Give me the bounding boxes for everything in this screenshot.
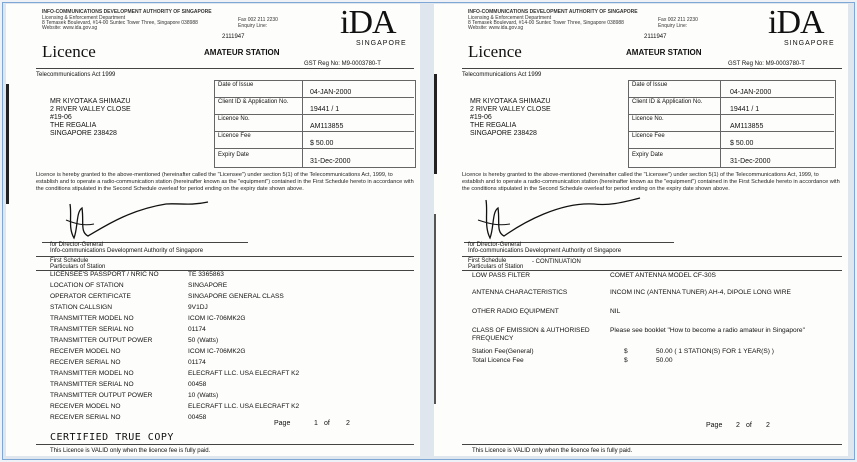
authority-name: INFO-COMMUNICATIONS DEVELOPMENT AUTHORITY OF SINGAPORE [42, 9, 212, 15]
row-label: OPERATOR CERTIFICATE [50, 293, 131, 300]
authority-website: Website: www.ida.gov.sg [468, 25, 524, 31]
row-label: STATION CALLSIGN [50, 304, 113, 311]
row-label: RECEIVER MODEL NO [50, 403, 121, 410]
signatory: for Director-General [50, 242, 104, 248]
detail-label: Licence No. [632, 116, 664, 122]
row-label: TRANSMITTER OUTPUT POWER [50, 392, 153, 399]
station-fee-value: 50.00 ( 1 STATION(S) FOR 1 YEAR(S) ) [656, 348, 774, 355]
ida-logo: iDA [768, 4, 824, 41]
address-line: 2 RIVER VALLEY CLOSE [50, 106, 131, 113]
station-fee-label: Station Fee(General) [472, 348, 534, 355]
gst-reg-no: GST Reg No: M9-0003780-T [728, 61, 805, 67]
row-label: TRANSMITTER SERIAL NO [50, 381, 134, 388]
certified-stamp: CERTIFIED TRUE COPY [50, 432, 174, 443]
licence-page-2: INFO-COMMUNICATIONS DEVELOPMENT AUTHORITY OF SINGAPORE Licensing & Enforcement Department 8 Temasek Boulevard, #14-00 Suntec Tower Three, Singapore 038988 Website: www.ida.gov.sg Fax 002 211 2230 Enquiry Line: 2111947 iDA SINGAPORE Licence AMATEUR STATION GST Reg No: M9-0003780-T Telecommunications Act 1999 MR KIYOTAKA SHIMAZU 2 RIVER VALLEY CLOSE #19-06 THE REGALIA SINGAPORE 238428 Date of Issue 04-JAN-2000 Client ID & Application No. 19441 / 1 Licence No. AM113855 Licence Fee $ 50.00 Expiry Date 31-Dec-2000 Licence is hereby granted to the above-mentioned (hereinafter called the "Licensee") under section 5(1) of the Telecommunications Act, 1999, to establish and to operate a radio-communication station (hereinafter known as the "equipment") contained in the First Schedule hereto in accordance with the conditions stipulated in the Second Schedule overleaf for period ending on the expiry date shown above. for Director-General Info-communications Development Authority of Singapore First Schedule - CONTINUATION Particulars of Station LOW PASS FILTER COMET ANTENNA MODEL CF-30S ANTENNA CHARACTERISTICS INCOM INC (ANTENNA TUNER) AH-4, DIPOLE LONG WIRE OTHER RADIO EQUIPMENT NIL CLASS OF EMISSION & AUTHORISED Please see booklet "How to become a radio amateur in Singapore" FREQUENCY Station Fee(General) $ 50.00 ( 1 STATION(S) FOR 1 YEAR(S) ) Total Licence Fee $ 50.00 Page 2 of 2 This Licence is VALID only when the licence fee is fully paid. [434, 4, 848, 456]
row-label: LOW PASS FILTER [472, 272, 531, 279]
detail-label: Client ID & Application No. [632, 99, 703, 105]
fax-number: Fax 002 211 2230 [238, 17, 278, 23]
detail-label: Licence No. [218, 116, 250, 122]
row-label: OTHER RADIO EQUIPMENT [472, 308, 559, 315]
licence-type: AMATEUR STATION [626, 48, 702, 57]
authority-name: INFO-COMMUNICATIONS DEVELOPMENT AUTHORITY OF SINGAPORE [468, 9, 638, 15]
licence-number: AM113855 [730, 123, 764, 130]
ida-logo-subtitle: SINGAPORE [784, 40, 835, 47]
ida-logo: iDA [340, 4, 396, 41]
first-schedule-label: First Schedule [468, 258, 507, 264]
enquiry-line: Enquiry Line: [658, 23, 688, 29]
detail-label: Expiry Date [218, 152, 250, 158]
validity-note: This Licence is VALID only when the licence fee is fully paid. [50, 448, 211, 454]
header-rule [36, 68, 414, 69]
client-id: 19441 / 1 [310, 106, 340, 113]
authority-address: 8 Temasek Boulevard, #14-00 Suntec Tower Three, Singapore 038988 [468, 20, 624, 26]
act-name: Telecommunications Act 1999 [36, 72, 116, 78]
row-label: RECEIVER SERIAL NO [50, 414, 121, 421]
station-fee-currency: $ [624, 348, 628, 355]
row-label: TRANSMITTER MODEL NO [50, 315, 134, 322]
conditions-paragraph: Licence is hereby granted to the above-mentioned (hereinafter called the "Licensee") under section 5(1) of the Telecommunications Act, 1999, to establish and to operate a radio-communication station (hereinafter known as the "equipment") contained in the First Schedule hereto in accordance with the conditions stipulated in the Second Schedule overleaf for period ending on the expiry date shown above. [462, 172, 840, 192]
first-schedule-label: First Schedule [50, 258, 89, 264]
detail-label: Expiry Date [632, 152, 664, 158]
particulars-label: Particulars of Station [468, 264, 524, 270]
row-value: SINGAPORE [188, 282, 228, 289]
gst-reg-no: GST Reg No: M9-0003780-T [304, 61, 381, 67]
address-line: THE REGALIA [470, 122, 517, 129]
licence-fee: $ 50.00 [310, 140, 334, 147]
signatory-org: Info-communications Development Authority of Singapore [50, 248, 204, 254]
row-value: COMET ANTENNA MODEL CF-30S [610, 272, 716, 279]
signatory: for Director-General [468, 242, 522, 248]
row-label: RECEIVER SERIAL NO [50, 359, 121, 366]
row-value: Please see booklet "How to become a radio amateur in Singapore" [610, 327, 805, 334]
row-value: 50 (Watts) [188, 337, 219, 344]
row-value: NIL [610, 308, 621, 315]
row-value: ELECRAFT LLC. USA ELECRAFT K2 [188, 370, 300, 377]
row-label: ANTENNA CHARACTERISTICS [472, 289, 568, 296]
row-value: ICOM IC-706MK2G [188, 315, 246, 322]
expiry-date: 31-Dec-2000 [310, 158, 351, 165]
licence-fee: $ 50.00 [730, 140, 754, 147]
fax-number: Fax 002 211 2230 [658, 17, 698, 23]
ida-logo-subtitle: SINGAPORE [356, 40, 407, 47]
scan-edge [434, 74, 437, 174]
licence-heading: Licence [468, 42, 522, 61]
row-label: TRANSMITTER SERIAL NO [50, 326, 134, 333]
row-label: TRANSMITTER MODEL NO [50, 370, 134, 377]
row-label: TRANSMITTER OUTPUT POWER [50, 337, 153, 344]
address-line: SINGAPORE 238428 [50, 130, 117, 137]
row-value: 00458 [188, 381, 207, 388]
address-line: MR KIYOTAKA SHIMAZU [470, 98, 551, 105]
row-value: 01174 [188, 326, 206, 333]
conditions-paragraph: Licence is hereby granted to the above-mentioned (hereinafter called the "Licensee") under section 5(1) of the Telecommunications Act, 1999, to establish and to operate a radio-communication station (hereinafter known as the "equipment") contained in the First Schedule hereto in accordance with the conditions stipulated in the Second Schedule overleaf for period ending on the expiry date shown above. [36, 172, 414, 192]
row-label: FREQUENCY [472, 335, 514, 342]
total-fee-label: Total Licence Fee [472, 357, 524, 364]
licence-heading: Licence [42, 42, 96, 61]
enquiry-line: Enquiry Line: [238, 23, 268, 29]
address-line: 2 RIVER VALLEY CLOSE [470, 106, 551, 113]
address-line: THE REGALIA [50, 122, 97, 129]
detail-label: Date of Issue [218, 82, 254, 88]
detail-label: Date of Issue [632, 82, 668, 88]
reference-number: 2111947 [644, 34, 667, 40]
row-label: LOCATION OF STATION [50, 282, 124, 289]
row-label: CLASS OF EMISSION & AUTHORISED [472, 327, 590, 334]
row-value: ICOM IC-706MK2G [188, 348, 246, 355]
row-value: 01174 [188, 359, 206, 366]
client-id: 19441 / 1 [730, 106, 760, 113]
signatory-org: Info-communications Development Authority of Singapore [468, 248, 622, 254]
licence-type: AMATEUR STATION [204, 48, 280, 57]
address-line: #19-06 [50, 114, 72, 121]
row-value: INCOM INC (ANTENNA TUNER) AH-4, DIPOLE LONG WIRE [610, 289, 791, 296]
row-value: 9V1DJ [188, 304, 208, 311]
date-of-issue: 04-JAN-2000 [730, 89, 772, 96]
reference-number: 2111947 [222, 34, 245, 40]
licence-number: AM113855 [310, 123, 344, 130]
scan-edge [6, 84, 9, 204]
row-value: SINGAPORE GENERAL CLASS [188, 293, 284, 300]
row-value: ELECRAFT LLC. USA ELECRAFT K2 [188, 403, 300, 410]
department-name: Licensing & Enforcement Department [42, 15, 126, 21]
row-label: LICENSEE'S PASSPORT / NRIC NO [50, 271, 159, 278]
authority-address: 8 Temasek Boulevard, #14-00 Suntec Tower Three, Singapore 038988 [42, 20, 198, 26]
total-fee-value: 50.00 [656, 357, 673, 364]
date-of-issue: 04-JAN-2000 [310, 89, 352, 96]
licence-page-1: INFO-COMMUNICATIONS DEVELOPMENT AUTHORITY OF SINGAPORE Licensing & Enforcement Department 8 Temasek Boulevard, #14-00 Suntec Tower Three, Singapore 038988 Website: www.ida.gov.sg Fax 002 211 2230 Enquiry Line: 2111947 iDA SINGAPORE Licence AMATEUR STATION GST Reg No: M9-0003780-T Telecommunications Act 1999 MR KIYOTAKA SHIMAZU 2 RIVER VALLEY CLOSE #19-06 THE REGALIA SINGAPORE 238428 Date of Issue 04-JAN-2000 Client ID & Application No. 19441 / 1 Licence No. AM113855 Licence Fee $ 50.00 Expiry Date 31-Dec-2000 Licence is hereby granted to the above-mentioned (hereinafter called the "Licensee") under section 5(1) of the Telecommunications Act, 1999, to establish and to operate a radio-communication station (hereinafter known as the "equipment") contained in the First Schedule hereto in accordance with the conditions stipulated in the Second Schedule overleaf for period ending on the expiry date shown above. for Director-General Info-communications Development Authority of Singapore First Schedule Particulars of Station LICENSEE'S PASSPORT / NRIC NO TE 3365863 LOCATION OF STATION SINGAPORE OPERATOR CERTIFICATE SINGAPORE GENERAL CLASS STATION CALLSIGN 9V1DJ TRANSMITTER MODEL NO ICOM IC-706MK2G TRANSMITTER SERIAL NO 01174 TRANSMITTER OUTPUT POWER 50 (Watts) RECEIVER MODEL NO ICOM IC-706MK2G RECEIVER SERIAL NO 01174 TRANSMITTER MODEL NO ELECRAFT LLC. USA ELECRAFT K2 TRANSMITTER SERIAL NO 00458 TRANSMITTER OUTPUT POWER 10 (Watts) RECEIVER MODEL NO ELECRAFT LLC. USA ELECRAFT K2 RECEIVER SERIAL NO 00458 Page 1 of 2 CERTIFIED TRUE COPY This Licence is VALID only when the licence fee is fully paid. [6, 4, 420, 456]
particulars-label: Particulars of Station [50, 264, 106, 270]
row-value: TE 3365863 [188, 271, 224, 278]
department-name: Licensing & Enforcement Department [468, 15, 552, 21]
address-line: #19-06 [470, 114, 492, 121]
detail-label: Licence Fee [632, 133, 665, 139]
continuation-label: - CONTINUATION [532, 259, 581, 265]
row-value: 00458 [188, 414, 207, 421]
signature-image [58, 198, 218, 244]
total-fee-currency: $ [624, 357, 628, 364]
authority-website: Website: www.ida.gov.sg [42, 25, 98, 31]
expiry-date: 31-Dec-2000 [730, 158, 771, 165]
signature-image [464, 196, 644, 246]
act-name: Telecommunications Act 1999 [462, 72, 542, 78]
row-value: 10 (Watts) [188, 392, 219, 399]
address-line: SINGAPORE 238428 [470, 130, 537, 137]
row-label: RECEIVER MODEL NO [50, 348, 121, 355]
address-line: MR KIYOTAKA SHIMAZU [50, 98, 131, 105]
detail-label: Client ID & Application No. [218, 99, 289, 105]
validity-note: This Licence is VALID only when the licence fee is fully paid. [472, 448, 633, 454]
detail-label: Licence Fee [218, 133, 251, 139]
